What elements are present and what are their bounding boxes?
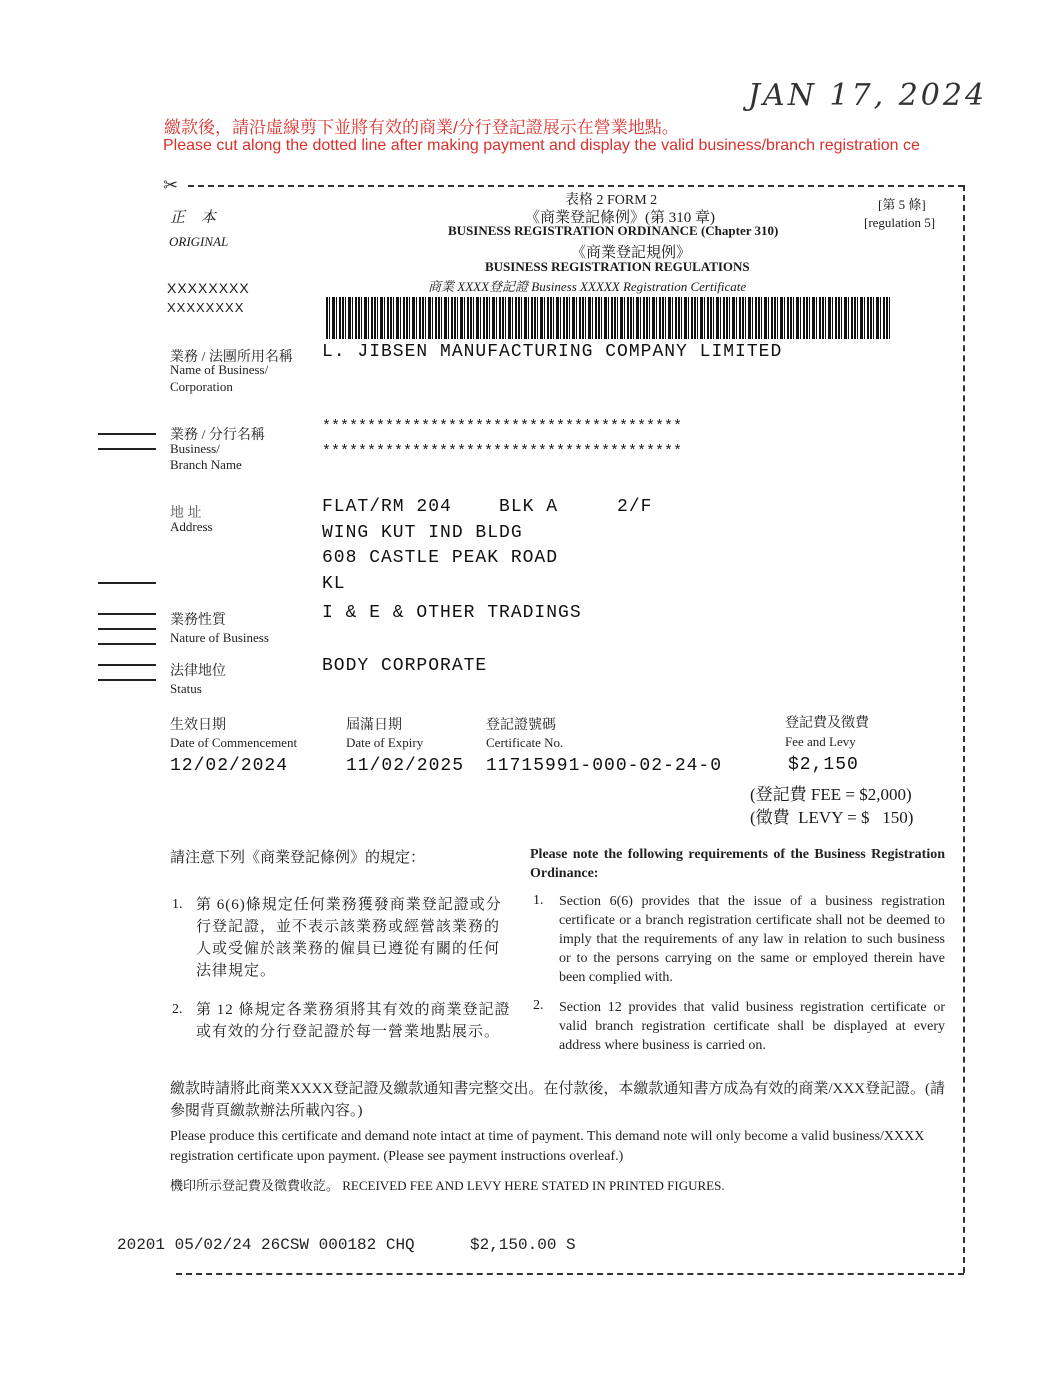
- name-label-en-1: Name of Business/: [170, 362, 269, 377]
- note-2-en: Section 12 provides that valid business registration certificate or valid branch registration certificate shall be displayed at every address where business is carried on.: [559, 1000, 945, 1053]
- branch-label-zh: 業務 / 分行名稱: [170, 428, 265, 443]
- margin-mark: [98, 664, 156, 666]
- ordinance-en: BUSINESS REGISTRATION ORDINANCE (Chapter 310): [448, 223, 779, 238]
- regs-en: BUSINESS REGISTRATION REGULATIONS: [485, 259, 750, 274]
- nature-value: I & E & OTHER TRADINGS: [322, 603, 582, 623]
- nature-label-zh: 業務性質: [170, 613, 226, 628]
- status-label-zh: 法律地位: [170, 664, 226, 679]
- margin-mark: [98, 628, 156, 630]
- margin-mark: [98, 643, 156, 645]
- business-name-value: L. JIBSEN MANUFACTURING COMPANY LIMITED: [322, 342, 783, 362]
- note-1-number-zh: 1.: [172, 897, 183, 912]
- instruction-en: Please cut along the dotted line after making payment and display the valid business/branch registration ce: [163, 137, 920, 154]
- regulation-en: [regulation 5]: [864, 215, 936, 230]
- commencement-label-en: Date of Commencement: [170, 735, 298, 750]
- margin-mark: [98, 448, 156, 450]
- masked-ref-1: XXXXXXXX: [167, 280, 250, 296]
- address-line-2: WING KUT IND BLDG: [322, 523, 523, 543]
- margin-mark: [98, 613, 156, 615]
- cut-line-top: [188, 185, 964, 187]
- original-zh: 正 本: [170, 210, 222, 226]
- regulation-zh: [第 5 條]: [878, 197, 926, 212]
- status-label-en: Status: [170, 681, 202, 696]
- note-1-number-en: 1.: [533, 893, 544, 908]
- status-value: BODY CORPORATE: [322, 656, 488, 676]
- fee-total-value: $2,150: [788, 755, 859, 775]
- payment-note-en: Please produce this certificate and demand note intact at time of payment. This demand note will only become a valid business/XXXX registration certificate upon payment. (Please see payment instructions overleaf.): [170, 1129, 925, 1164]
- ordinance-zh: 《商業登記條例》(第 310 章): [525, 210, 715, 226]
- fee-label-en: Fee and Levy: [785, 734, 856, 749]
- certificate-number-value: 11715991-000-02-24-0: [486, 756, 723, 776]
- cut-line-bottom: [176, 1273, 964, 1275]
- scissors-icon: ✂: [163, 175, 179, 196]
- address-line-4: KL: [322, 574, 346, 594]
- note-2-zh: 第 12 條規定各業務須將其有效的商業登記證或有效的分行登記證於每一營業地點展示。: [196, 1002, 511, 1040]
- address-line-3: 608 CASTLE PEAK ROAD: [322, 548, 559, 568]
- certificate-label-zh: 登記證號碼: [486, 718, 556, 733]
- notes-heading-zh: 請注意下列《商業登記條例》的規定：: [170, 850, 426, 866]
- notes-heading-en: Please note the following requirements of the Business Registration Ordinance:: [530, 847, 945, 881]
- note-2-number-en: 2.: [533, 998, 544, 1013]
- fee-breakdown: (登記費 FEE = $2,000): [750, 785, 912, 804]
- handwritten-date: JAN 17, 2024: [748, 78, 988, 113]
- branch-name-value-1: ****************************************: [322, 418, 683, 435]
- note-2-number-zh: 2.: [172, 1002, 183, 1017]
- branch-label-en-2: Branch Name: [170, 457, 242, 472]
- address-label-zh: 地 址: [170, 506, 202, 521]
- receipt-code: 20201 05/02/24 26CSW 000182 CHQ: [117, 1236, 415, 1254]
- barcode: [326, 297, 890, 339]
- address-label-en: Address: [170, 519, 213, 534]
- received-note: 機印所示登記費及徵費收訖。 RECEIVED FEE AND LEVY HERE STATED IN PRINTED FIGURES.: [170, 1178, 725, 1193]
- certificate-label-en: Certificate No.: [486, 735, 564, 750]
- fee-label-zh: 登記費及徵費: [785, 716, 869, 731]
- payment-note-zh: 繳款時請將此商業XXXX登記證及繳款通知書完整交出。在付款後，本繳款通知書方成為有效的商業/XXX登記證。(請參閱背頁繳款辦法所載內容。): [170, 1081, 945, 1119]
- address-line-1: FLAT/RM 204 BLK A 2/F: [322, 497, 653, 517]
- note-1-en: Section 6(6) provides that the issue of a business registration certificate or a branch registration certificate shall not be deemed to imply that the requirements of any law in relation to such business or to the persons carrying on the same or employed therein have been complied with.: [559, 894, 945, 985]
- branch-label-en-1: Business/: [170, 441, 220, 456]
- expiry-label-zh: 屆滿日期: [346, 718, 402, 733]
- masked-ref-2: XXXXXXXX: [167, 300, 245, 315]
- certificate-title: 商業 XXXX登記證 Business XXXXX Registration Certificate: [428, 279, 747, 294]
- margin-mark: [98, 679, 156, 681]
- cut-line-right: [963, 185, 965, 1273]
- margin-mark: [98, 582, 156, 584]
- margin-mark: [98, 433, 156, 435]
- expiry-label-en: Date of Expiry: [346, 735, 424, 750]
- nature-label-en: Nature of Business: [170, 630, 269, 645]
- note-1-zh: 第 6(6)條規定任何業務獲發商業登記證或分行登記證，並不表示該業務或經營該業務的人或受僱於該業務的僱員已遵從有關的任何法律規定。: [196, 897, 502, 979]
- receipt-amount: $2,150.00 S: [470, 1236, 576, 1254]
- expiry-value: 11/02/2025: [346, 756, 465, 776]
- original-en: ORIGINAL: [169, 234, 229, 249]
- regs-zh: 《商業登記規例》: [571, 245, 692, 261]
- branch-name-value-2: ****************************************: [322, 443, 683, 460]
- name-label-en-2: Corporation: [170, 379, 233, 394]
- name-label-zh: 業務 / 法團所用名稱: [170, 350, 293, 365]
- instruction-zh: 繳款後，請沿虛線剪下並將有效的商業/分行登記證展示在營業地點。: [164, 118, 679, 137]
- commencement-value: 12/02/2024: [170, 756, 289, 776]
- levy-breakdown: (徵費 LEVY = $ 150): [750, 808, 914, 827]
- commencement-label-zh: 生效日期: [170, 718, 226, 733]
- form-line: 表格 2 FORM 2: [565, 193, 658, 208]
